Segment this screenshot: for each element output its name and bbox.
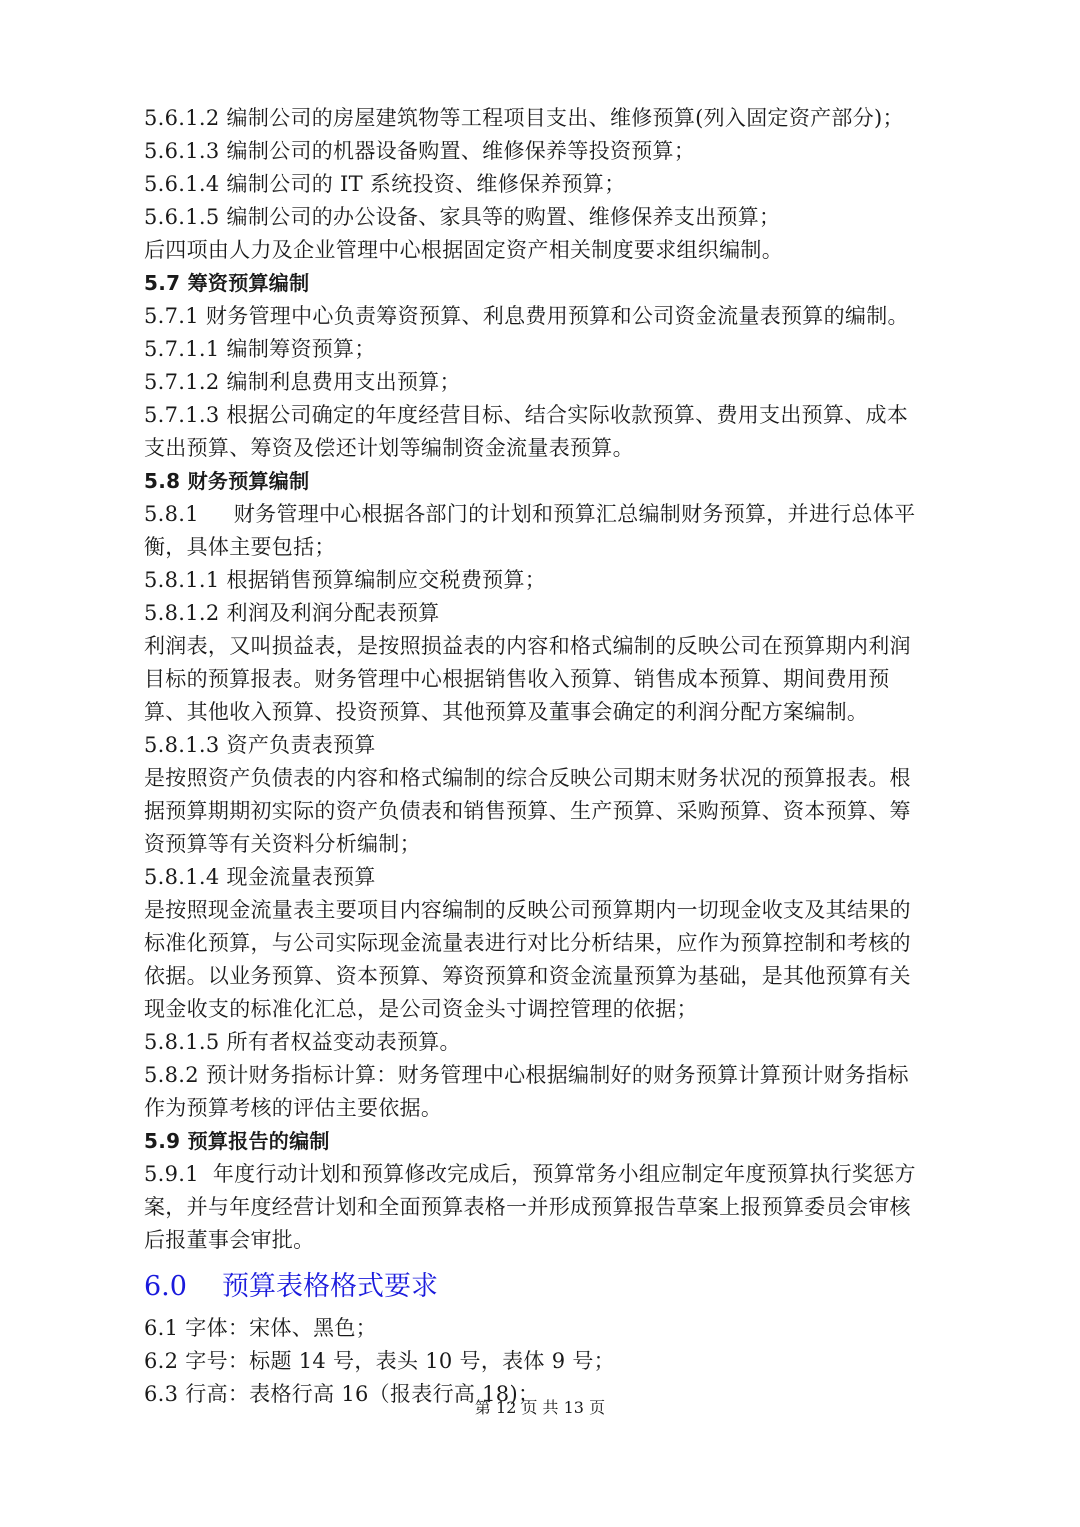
paragraph-line: 5.7.1.3 根据公司确定的年度经营目标、结合实际收款预算、费用支出预算、成本	[144, 403, 909, 427]
paragraph-line: 5.8.1.4 现金流量表预算	[144, 865, 376, 889]
chapter-heading-6	[144, 1267, 944, 1307]
paragraph-line: 5.9.1 年度行动计划和预算修改完成后，预算常务小组应制定年度预算执行奖惩方	[144, 1162, 916, 1186]
paragraph-line: 后报董事会审批。	[144, 1228, 315, 1252]
paragraph-line: 6.3 行高：表格行高 16（报表行高 18)；	[144, 1382, 540, 1406]
paragraph-line: 5.6.1.3 编制公司的机器设备购置、维修保养等投资预算；	[144, 139, 696, 163]
paragraph-line: 后四项由人力及企业管理中心根据固定资产相关制度要求组织编制。	[144, 238, 783, 262]
paragraph-line: 5.6.1.5 编制公司的办公设备、家具等的购置、维修保养支出预算；	[144, 205, 781, 229]
page-footer: 第 12 页 共 13 页	[474, 1398, 606, 1417]
paragraph-line: 5.8.1.5 所有者权益变动表预算。	[144, 1030, 461, 1054]
chapter-title: 预算表格格式要求	[222, 1271, 438, 1302]
paragraph-line: 案，并与年度经营计划和全面预算表格一并形成预算报告草案上报预算委员会审核	[144, 1195, 911, 1219]
paragraph-line: 据预算期期初实际的资产负债表和销售预算、生产预算、采购预算、资本预算、筹	[144, 799, 911, 823]
paragraph-line: 5.8.2 预计财务指标计算：财务管理中心根据编制好的财务预算计算预计财务指标	[144, 1063, 909, 1087]
paragraph-line: 依据。以业务预算、资本预算、筹资预算和资金流量预算为基础，是其他预算有关	[144, 964, 911, 988]
paragraph-line: 算、其他收入预算、投资预算、其他预算及董事会确定的利润分配方案编制。	[144, 700, 869, 724]
paragraph-line: 是按照现金流量表主要项目内容编制的反映公司预算期内一切现金收支及其结果的	[144, 898, 911, 922]
paragraph-line: 6.2 字号：标题 14 号，表头 10 号，表体 9 号；	[144, 1349, 615, 1373]
paragraph-line: 5.6.1.2 编制公司的房屋建筑物等工程项目支出、维修预算(列入固定资产部分)；	[144, 106, 904, 130]
paragraph-line: 衡，具体主要包括；	[144, 535, 336, 559]
section-heading-5-8: 5.8 财务预算编制	[144, 469, 310, 493]
paragraph-line: 5.8.1.3 资产负责表预算	[144, 733, 376, 757]
chapter-number: 6.0	[144, 1271, 187, 1302]
paragraph-line: 资预算等有关资料分析编制；	[144, 832, 421, 856]
section-heading-5-9: 5.9 预算报告的编制	[144, 1129, 330, 1153]
paragraph-line: 5.7.1 财务管理中心负责筹资预算、利息费用预算和公司资金流量表预算的编制。	[144, 304, 909, 328]
paragraph-line: 利润表，又叫损益表，是按照损益表的内容和格式编制的反映公司在预算期内利润	[144, 634, 911, 658]
paragraph-line: 6.1 字体：宋体、黑色；	[144, 1316, 377, 1340]
paragraph-line: 标准化预算，与公司实际现金流量表进行对比分析结果，应作为预算控制和考核的	[144, 931, 911, 955]
paragraph-line: 5.8.1 财务管理中心根据各部门的计划和预算汇总编制财务预算，并进行总体平	[144, 502, 916, 526]
paragraph-line: 5.8.1.1 根据销售预算编制应交税费预算；	[144, 568, 547, 592]
paragraph-line: 5.7.1.2 编制利息费用支出预算；	[144, 370, 461, 394]
paragraph-line: 目标的预算报表。财务管理中心根据销售收入预算、销售成本预算、期间费用预	[144, 667, 890, 691]
paragraph-line: 作为预算考核的评估主要依据。	[144, 1096, 443, 1120]
paragraph-line: 是按照资产负债表的内容和格式编制的综合反映公司期末财务状况的预算报表。根	[144, 766, 911, 790]
paragraph-line: 5.8.1.2 利润及利润分配表预算	[144, 601, 440, 625]
paragraph-line: 支出预算、筹资及偿还计划等编制资金流量表预算。	[144, 436, 634, 460]
paragraph-line: 5.6.1.4 编制公司的 IT 系统投资、维修保养预算；	[144, 172, 626, 196]
paragraph-line: 现金收支的标准化汇总，是公司资金头寸调控管理的依据；	[144, 997, 698, 1021]
section-heading-5-7: 5.7 筹资预算编制	[144, 271, 310, 295]
paragraph-line: 5.7.1.1 编制筹资预算；	[144, 337, 376, 361]
document-page	[144, 102, 944, 1411]
